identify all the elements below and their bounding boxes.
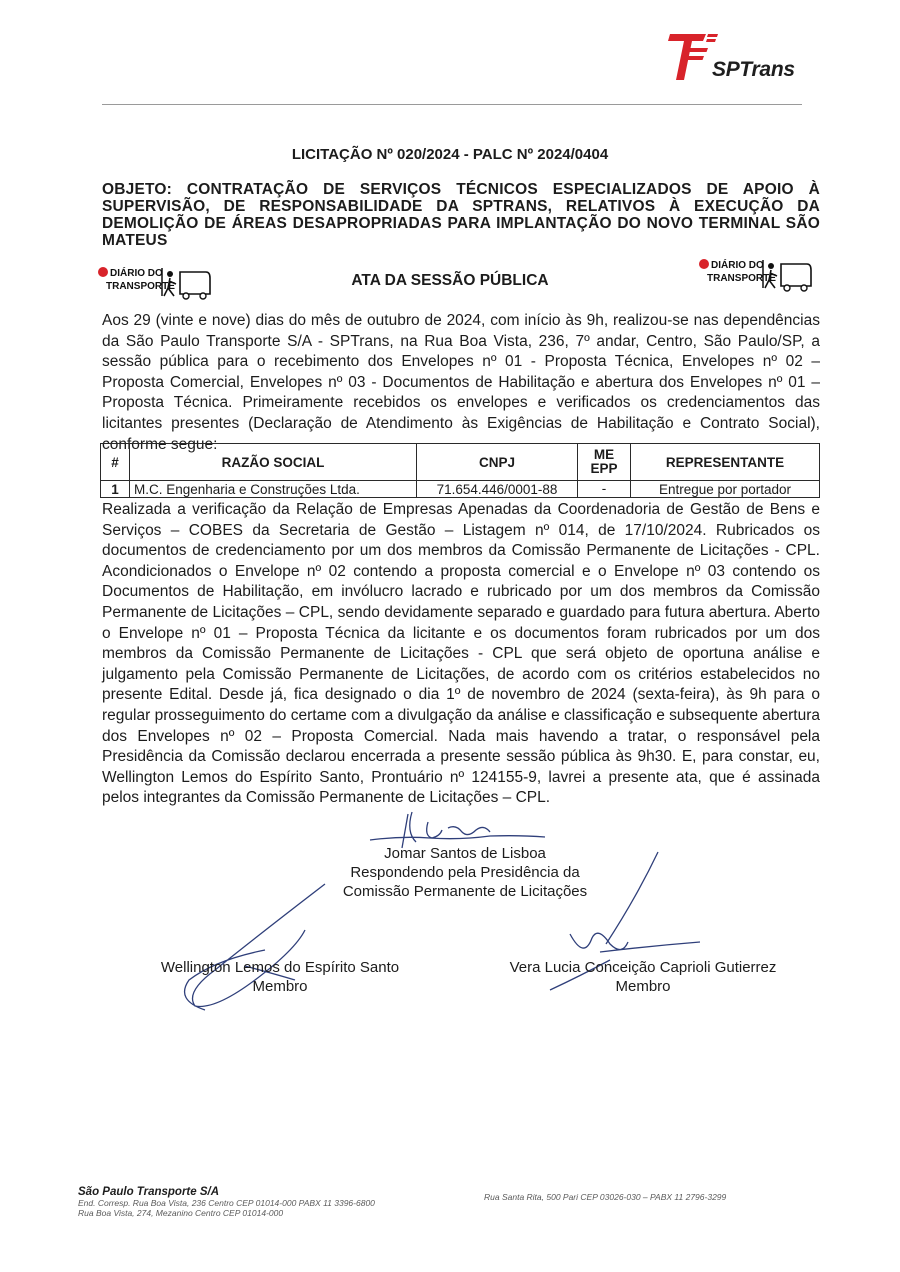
table-header-number: # [101, 444, 130, 481]
sptrans-logo [668, 28, 808, 84]
signature-block-member-right [488, 958, 798, 996]
table-header-epp: EPP [590, 461, 618, 476]
signature-name: Wellington Lemos do Espírito Santo [160, 959, 400, 976]
signature-block-president [300, 844, 630, 901]
brand-name: SPTrans [712, 58, 795, 81]
table-row [101, 481, 820, 498]
signature-name: Vera Lucia Conceição Caprioli Gutierrez [509, 959, 777, 976]
signature-name: Jomar Santos de Lisboa [384, 845, 546, 862]
badge-text-line2: TRANSPORTE [707, 273, 776, 284]
signature-role: Membro [252, 978, 308, 995]
badge-text-line2: TRANSPORTE [106, 281, 175, 292]
table-cell-cnpj: 71.654.446/0001-88 [417, 481, 578, 498]
table-header-representante: REPRESENTANTE [631, 444, 820, 481]
section-title: ATA DA SESSÃO PÚBLICA [351, 272, 549, 289]
table-header-me: ME [593, 447, 615, 462]
table-cell-number: 1 [101, 481, 130, 498]
diario-transporte-logo-icon [697, 254, 815, 296]
header-divider [102, 104, 802, 105]
diario-transporte-logo-icon [96, 262, 214, 304]
signature-block-member-left [140, 958, 420, 996]
signature-role: Membro [615, 978, 671, 995]
page-footer [78, 1186, 838, 1218]
badge-text-line1: DIÁRIO DO [110, 268, 163, 279]
footer-address-line2: Rua Boa Vista, 274, Mezanino Centro CEP 01014-000 [78, 1208, 284, 1218]
table-header-razao-social: RAZÃO SOCIAL [130, 444, 417, 481]
table-cell-representante: Entregue por portador [631, 481, 820, 498]
handwritten-signature-wellington [145, 880, 345, 1020]
footer-address-right: Rua Santa Rita, 500 Pari CEP 03026-030 – PABX 11 2796-3299 [484, 1192, 727, 1202]
table-header-me-epp [578, 444, 631, 481]
bidders-table [100, 443, 820, 498]
document-objeto: OBJETO: CONTRATAÇÃO DE SERVIÇOS TÉCNICOS ESPECIALIZADOS DE APOIO À SUPERVISÃO, DE RESPONSABILIDADE DA SPTRANS, RELATIVOS À EXECUÇÃO DA DEMOLIÇÃO DE ÁREAS DESAPROPRIADAS PARA IMPLANTAÇÃO DO NOVO TERMINAL SÃO MATEUS [102, 181, 820, 249]
diario-transporte-badge-right [697, 254, 815, 296]
footer-address-line1: End. Corresp. Rua Boa Vista, 236 Centro CEP 01014-000 PABX 11 3396-6800 [78, 1198, 375, 1208]
diario-transporte-badge-left [96, 262, 214, 304]
table-header-row [101, 444, 820, 481]
footer-company: São Paulo Transporte S/A [78, 1186, 220, 1198]
paragraph-opening: Aos 29 (vinte e nove) dias do mês de outubro de 2024, com início às 9h, realizou-se nas dependências da São Paulo Transporte S/A - SPTrans, na Rua Boa Vista, 236, 7º andar, Centro, São Paulo/SP, a sessão pública para o recebimento dos Envelopes nº 01 - Proposta Técnica, Envelopes nº 02 – Proposta Comercial, Envelopes nº 03 - Documentos de Habilitação e abertura dos Envelopes nº 01 – Proposta Técnica. Primeiramente recebidos os envelopes e verificados os credenciamentos das licitantes presentes (Declaração de Atendimento às Exigências de Habilitação e Contrato Social), conforme segue: [102, 312, 820, 453]
signature-role: Comissão Permanente de Licitações [342, 883, 588, 900]
document-title: LICITAÇÃO Nº 020/2024 - PALC Nº 2024/0404 [291, 146, 609, 163]
paragraph-body: Realizada a verificação da Relação de Empresas Apenadas da Coordenadoria de Gestão de Bens e Serviços – COBES da Secretaria de Gestão – Listagem nº 014, de 17/10/2024. Rubricados os documentos de credenciamento por um dos membros da Comissão Permanente de Licitações - CPL. Acondicionados o Envelope nº 02 contendo a proposta comercial e o Envelope nº 03 contendo os Documentos de Habilitação, em invólucro lacrado e rubricado por um dos membros da Comissão Permanente de Licitações – CPL, sendo devidamente separado e guardado para futura abertura. Aberto o Envelope nº 01 – Proposta Técnica da licitante e os documentos foram rubricados por um dos membros da Comissão Permanente de Licitações - CPL que será objeto de oportuna análise e julgamento pela Comissão Permanente de Licitações, de acordo com os critérios estabelecidos no presente Edital. Desde já, fica designado o dia 1º de novembro de 2024 (sexta-feira), às 9h para o regular prosseguimento do certame com a divulgação da análise e classificação e subsequente abertura dos Envelopes nº 02 – Proposta Comercial. Nada mais havendo a tratar, o responsável pela Presidência da Comissão declarou encerrada a presente sessão pública às 9h30. E, para constar, eu, Wellington Lemos do Espírito Santo, Prontuário nº 124155-9, lavrei a presente ata, que é assinada pelos integrantes da Comissão Permanente de Licitações – CPL. [102, 501, 820, 807]
table-cell-razao-social: M.C. Engenharia e Construções Ltda. [130, 481, 417, 498]
table-header-cnpj: CNPJ [417, 444, 578, 481]
table-cell-me-epp: - [578, 481, 631, 498]
badge-text-line1: DIÁRIO DO [711, 260, 764, 271]
signature-role: Respondendo pela Presidência da [350, 864, 580, 881]
